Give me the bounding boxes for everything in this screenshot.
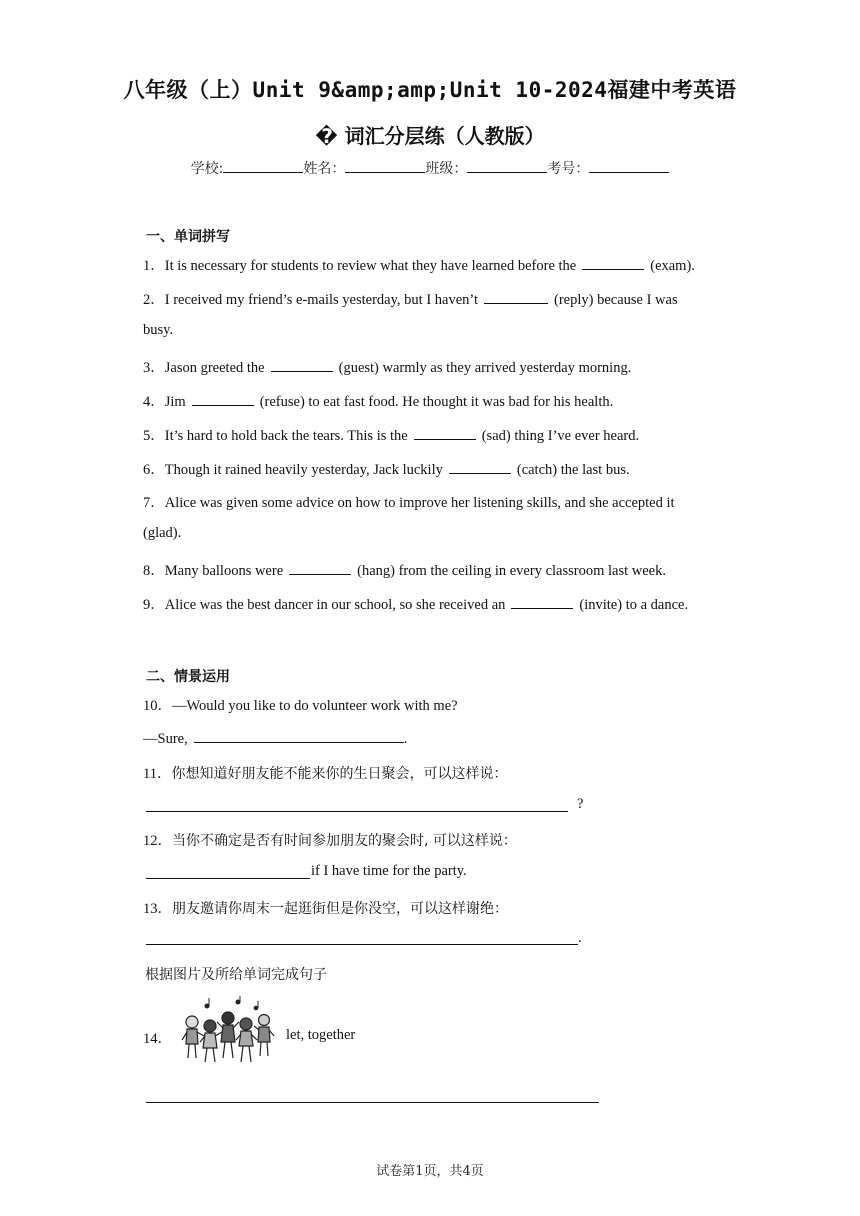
question-10: [143, 694, 458, 715]
answer-blank[interactable]: [582, 255, 644, 270]
page-footer: 试卷第1页，共4页: [376, 1164, 484, 1179]
question-hint: (reply) because I was: [554, 292, 678, 308]
question-text: Many balloons were: [164, 563, 284, 579]
student-info-row: [0, 158, 860, 178]
answer-blank[interactable]: [289, 560, 351, 575]
school-label: 学校:: [190, 161, 224, 177]
question-6: [143, 458, 630, 479]
question-number: 2．: [143, 292, 165, 308]
answer-line[interactable]: [146, 811, 568, 812]
question-4: [143, 390, 613, 411]
question-5: [143, 424, 639, 445]
question-hint: (hang) from the ceiling in every classroom last week.: [357, 563, 666, 579]
answer-line[interactable]: [146, 944, 578, 945]
question-text: It is necessary for students to review what they have learned before the: [164, 258, 577, 274]
question-hint: (catch) the last bus.: [516, 462, 630, 478]
child-figure: [236, 1018, 257, 1062]
question-hint: (refuse) to eat fast food. He thought it was bad for his health.: [259, 394, 614, 410]
child-figure: [182, 1016, 204, 1058]
question-text: It’s hard to hold back the tears. This is the: [164, 428, 408, 444]
question-number: 10．: [143, 698, 172, 714]
question-text: 你想知道好朋友能不能来你的生日聚会，可以这样说：: [171, 766, 508, 782]
child-figure: [254, 1015, 274, 1057]
question-8: [143, 559, 666, 580]
question-text: Jason greeted the: [164, 360, 265, 376]
question-number: 1．: [143, 258, 165, 274]
school-blank[interactable]: [223, 158, 303, 173]
question-7-continuation: (glad).: [143, 525, 182, 541]
question-2: [143, 288, 678, 309]
child-figure: [200, 1020, 222, 1062]
question-text: 当你不确定是否有时间参加朋友的聚会时, 可以这样说：: [172, 833, 517, 849]
answer-blank[interactable]: [192, 391, 254, 406]
question-11-end: ?: [577, 796, 584, 812]
question-14-words: let, together: [286, 1027, 356, 1043]
question-text: I received my friend’s e-mails yesterday, but I haven’t: [164, 292, 478, 308]
question-text: Though it rained heavily yesterday, Jack luckily: [164, 462, 443, 478]
question-number: 7．: [143, 495, 165, 511]
question-number: 3．: [143, 360, 165, 376]
answer-blank[interactable]: [511, 594, 573, 609]
question-14-number: 14．: [143, 1031, 172, 1047]
question-12: [143, 829, 517, 850]
answer-blank[interactable]: [484, 289, 548, 304]
question-hint: (exam).: [650, 258, 695, 274]
child-figure: [217, 1012, 239, 1058]
question-number: 13．: [143, 901, 172, 917]
question-text: Alice was the best dancer in our school, so she received an: [164, 597, 506, 613]
section-title-situational: 二、情景运用: [146, 669, 230, 685]
question-text: Alice was given some advice on how to improve her listening skills, and she accepted it: [164, 495, 675, 511]
question-number: 4．: [143, 394, 165, 410]
question-12-suffix: if I have time for the party.: [311, 863, 467, 879]
question-number: 11．: [143, 766, 172, 782]
question-hint: (guest) warmly as they arrived yesterday morning.: [338, 360, 632, 376]
dancing-children-picture: [180, 996, 276, 1068]
music-note-icon: [205, 996, 258, 1010]
question-number: 8．: [143, 563, 165, 579]
question-2-continuation: busy.: [143, 322, 174, 338]
document-subtitle: � 词汇分层练（人教版）: [315, 124, 545, 148]
question-text: 朋友邀请你周末一起逛街但是你没空，可以这样谢绝：: [172, 901, 508, 917]
question-13-end: .: [578, 930, 582, 946]
question-10-response: [143, 728, 407, 748]
response-prefix: —Sure,: [143, 731, 188, 747]
name-blank[interactable]: [345, 158, 425, 173]
section-title-spelling: 一、单词拼写: [146, 229, 230, 245]
class-blank[interactable]: [467, 158, 547, 173]
question-11: [143, 762, 507, 783]
exam-no-blank[interactable]: [589, 158, 669, 173]
class-label: 班级：: [425, 161, 468, 177]
answer-blank[interactable]: [449, 459, 511, 474]
exam-no-label: 考号：: [547, 161, 590, 177]
question-hint: (invite) to a dance.: [579, 597, 689, 613]
answer-line[interactable]: [146, 878, 310, 879]
question-number: 9．: [143, 597, 165, 613]
question-3: [143, 356, 631, 377]
answer-line[interactable]: [146, 1102, 599, 1103]
question-1: [143, 254, 695, 275]
response-suffix: .: [403, 731, 408, 747]
question-number: 5．: [143, 428, 165, 444]
picture-instruction: 根据图片及所给单词完成句子: [145, 967, 327, 983]
document-title: 八年级（上）Unit 9&amp;amp;Unit 10-2024福建中考英语: [123, 78, 737, 102]
question-7: [143, 491, 675, 512]
question-9: [143, 593, 688, 614]
question-number: 12．: [143, 833, 172, 849]
question-number: 6．: [143, 462, 165, 478]
question-text: Jim: [164, 394, 186, 410]
answer-blank[interactable]: [414, 425, 476, 440]
answer-blank[interactable]: [271, 357, 333, 372]
answer-blank[interactable]: [194, 728, 404, 743]
name-label: 姓名：: [303, 161, 346, 177]
question-text: —Would you like to do volunteer work with me?: [172, 698, 458, 714]
question-13: [143, 897, 508, 918]
question-hint: (sad) thing I’ve ever heard.: [481, 428, 640, 444]
